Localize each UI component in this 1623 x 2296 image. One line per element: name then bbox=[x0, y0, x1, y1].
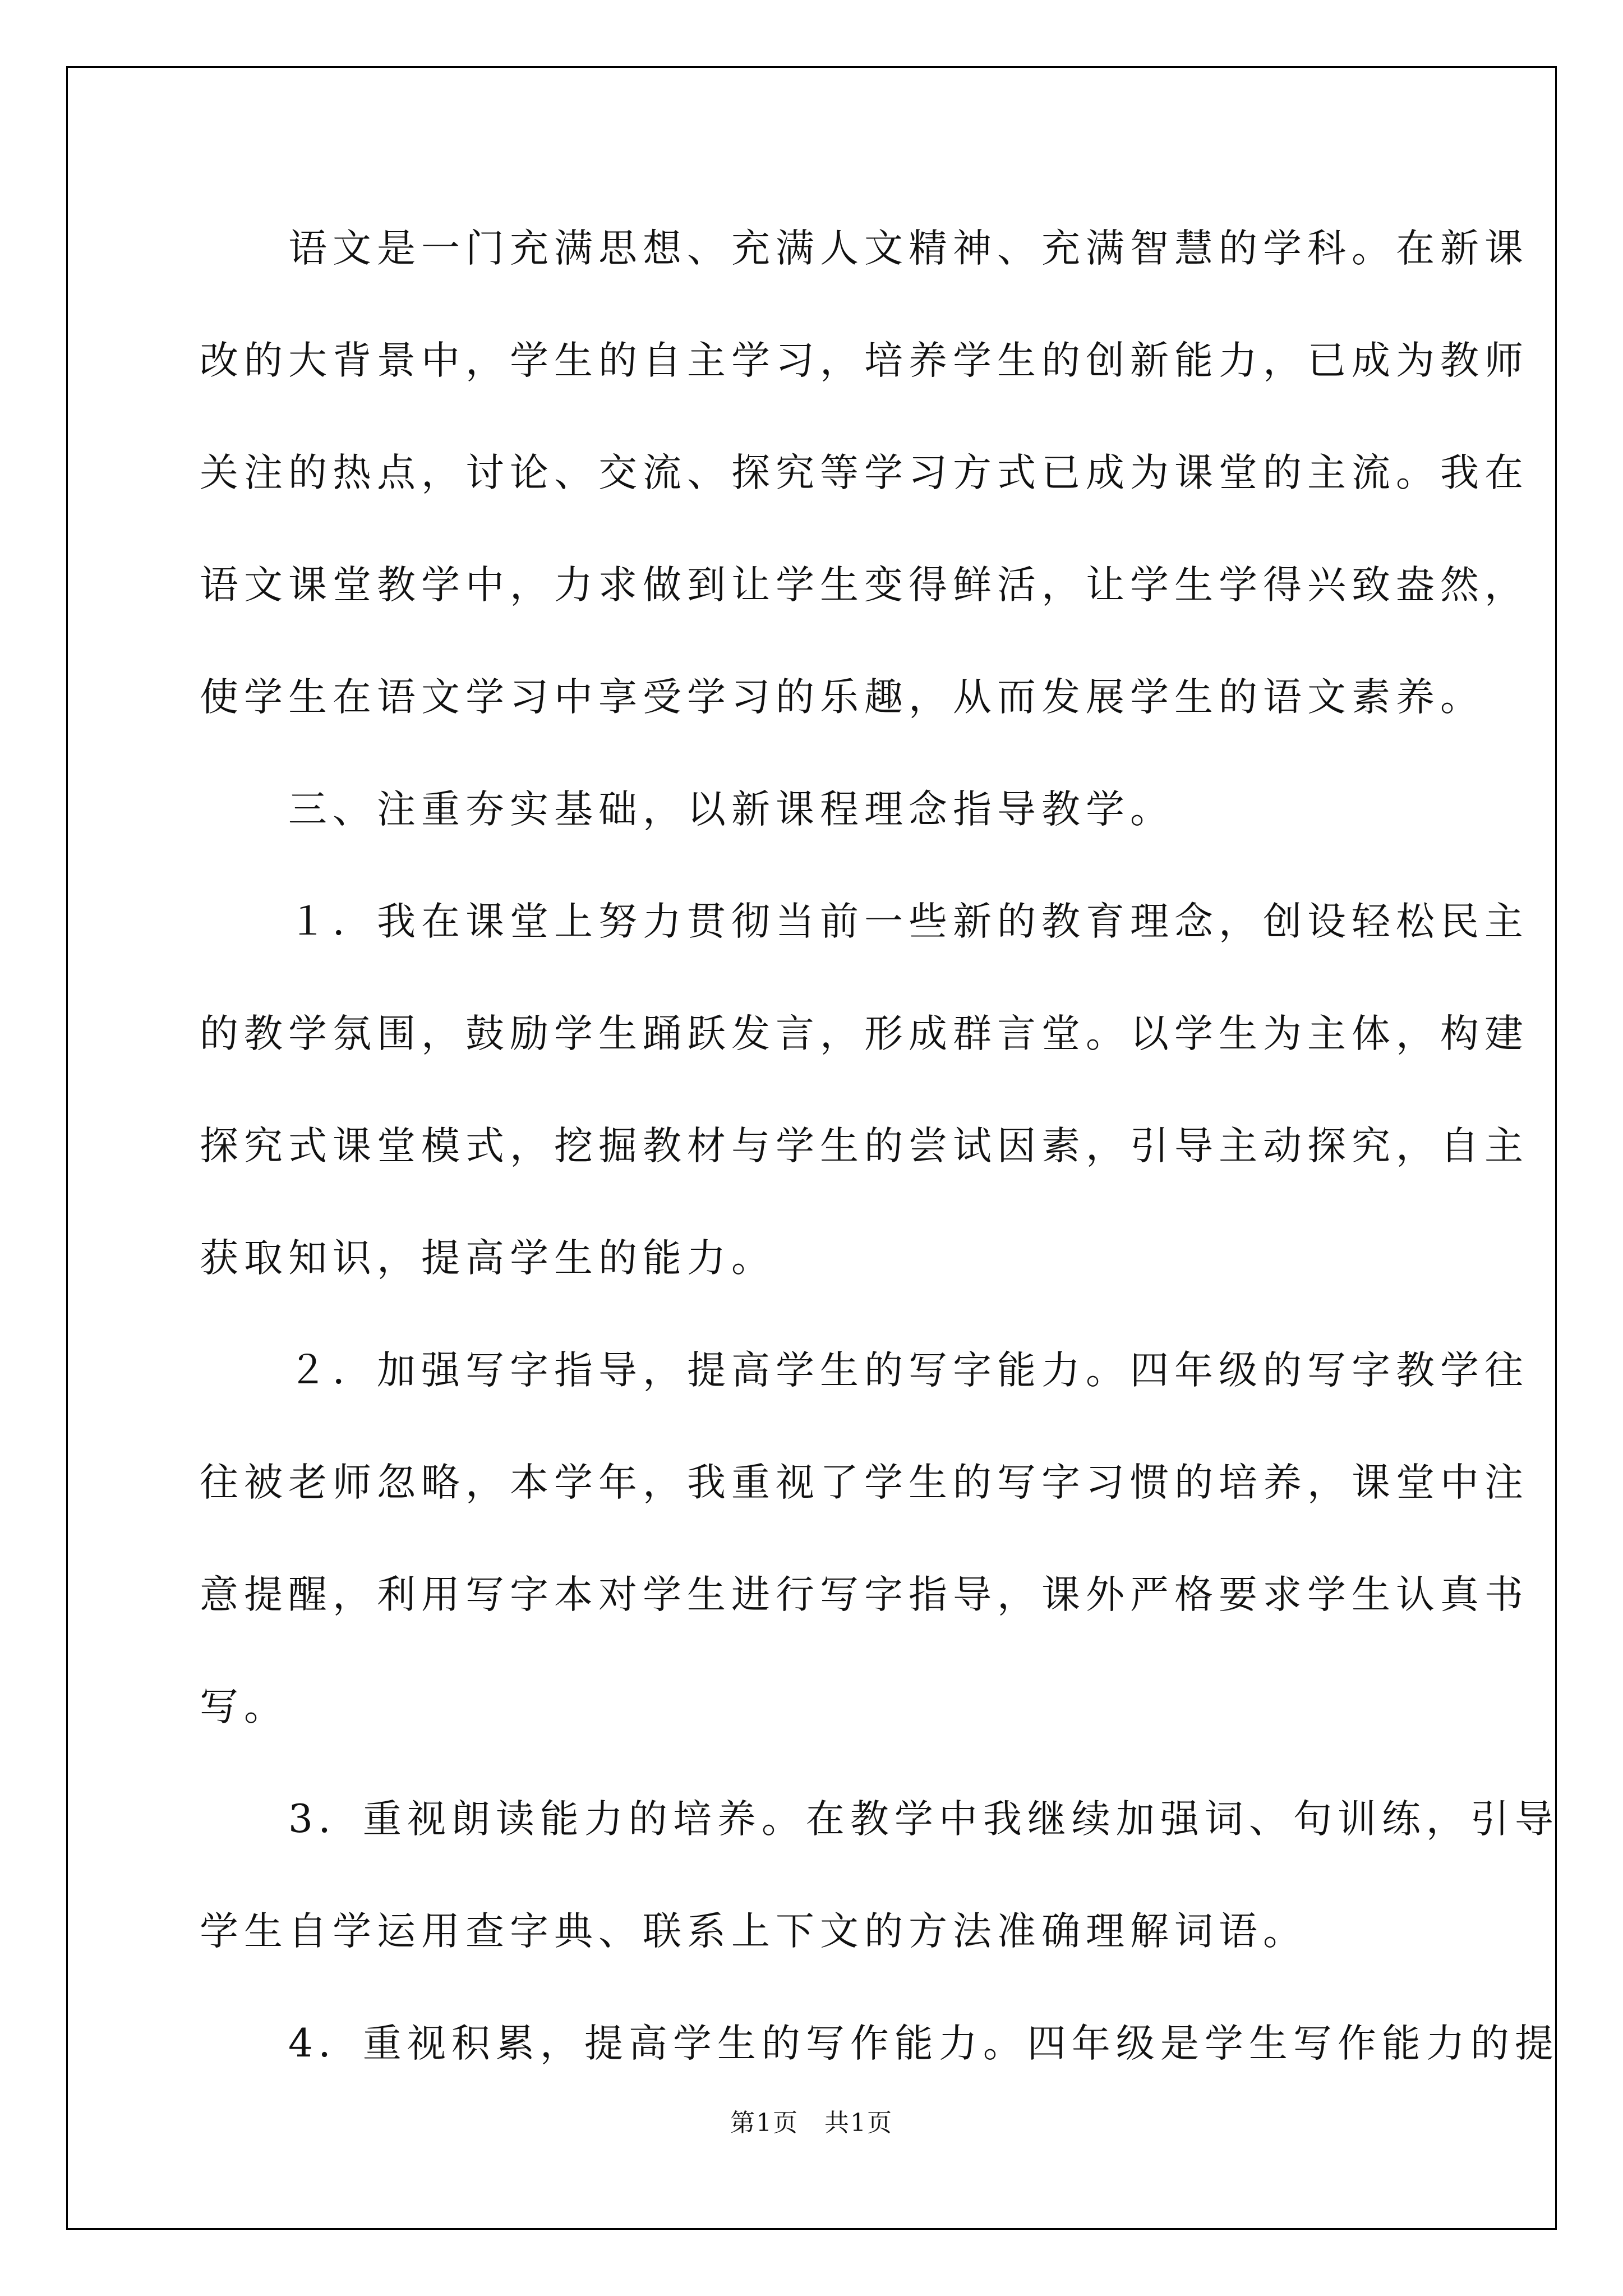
text-line-12: 往被老师忽略，本学年，我重视了学生的写字习惯的培养，课堂中注 bbox=[200, 1460, 1529, 1505]
text-line-11: ２．加强写字指导，提高学生的写字能力。四年级的写字教学往 bbox=[200, 1348, 1529, 1393]
text-line-2: 改的大背景中，学生的自主学习，培养学生的创新能力，已成为教师 bbox=[200, 338, 1529, 383]
text-line-16: 学生自学运用查字典、联系上下文的方法准确理解词语。 bbox=[200, 1909, 1307, 1954]
text-line-9: 探究式课堂模式，挖掘教材与学生的尝试因素，引导主动探究，自主 bbox=[200, 1124, 1529, 1168]
text-line-13: 意提醒，利用写字本对学生进行写字指导，课外严格要求学生认真书 bbox=[200, 1572, 1529, 1617]
text-line-7: １．我在课堂上努力贯彻当前一些新的教育理念，创设轻松民主 bbox=[200, 899, 1529, 944]
text-line-17: 4．重视积累，提高学生的写作能力。四年级是学生写作能力的提 bbox=[200, 2021, 1559, 2066]
text-line-10: 获取知识，提高学生的能力。 bbox=[200, 1236, 776, 1281]
text-line-15: 3．重视朗读能力的培养。在教学中我继续加强词、句训练，引导 bbox=[200, 1797, 1559, 1842]
text-line-14: 写。 bbox=[200, 1685, 288, 1729]
text-line-5: 使学生在语文学习中享受学习的乐趣，从而发展学生的语文素养。 bbox=[200, 675, 1484, 720]
text-line-3: 关注的热点，讨论、交流、探究等学习方式已成为课堂的主流。我在 bbox=[200, 450, 1529, 495]
page-number-footer: 第1页 共1页 bbox=[730, 2109, 893, 2137]
text-line-4: 语文课堂教学中，力求做到让学生变得鲜活，让学生学得兴致盎然， bbox=[200, 563, 1529, 608]
text-line-8: 的教学氛围，鼓励学生踊跃发言，形成群言堂。以学生为主体，构建 bbox=[200, 1011, 1529, 1056]
text-line-6: 三、注重夯实基础，以新课程理念指导教学。 bbox=[200, 787, 1174, 832]
text-line-1: 语文是一门充满思想、充满人文精神、充满智慧的学科。在新课 bbox=[200, 226, 1529, 271]
